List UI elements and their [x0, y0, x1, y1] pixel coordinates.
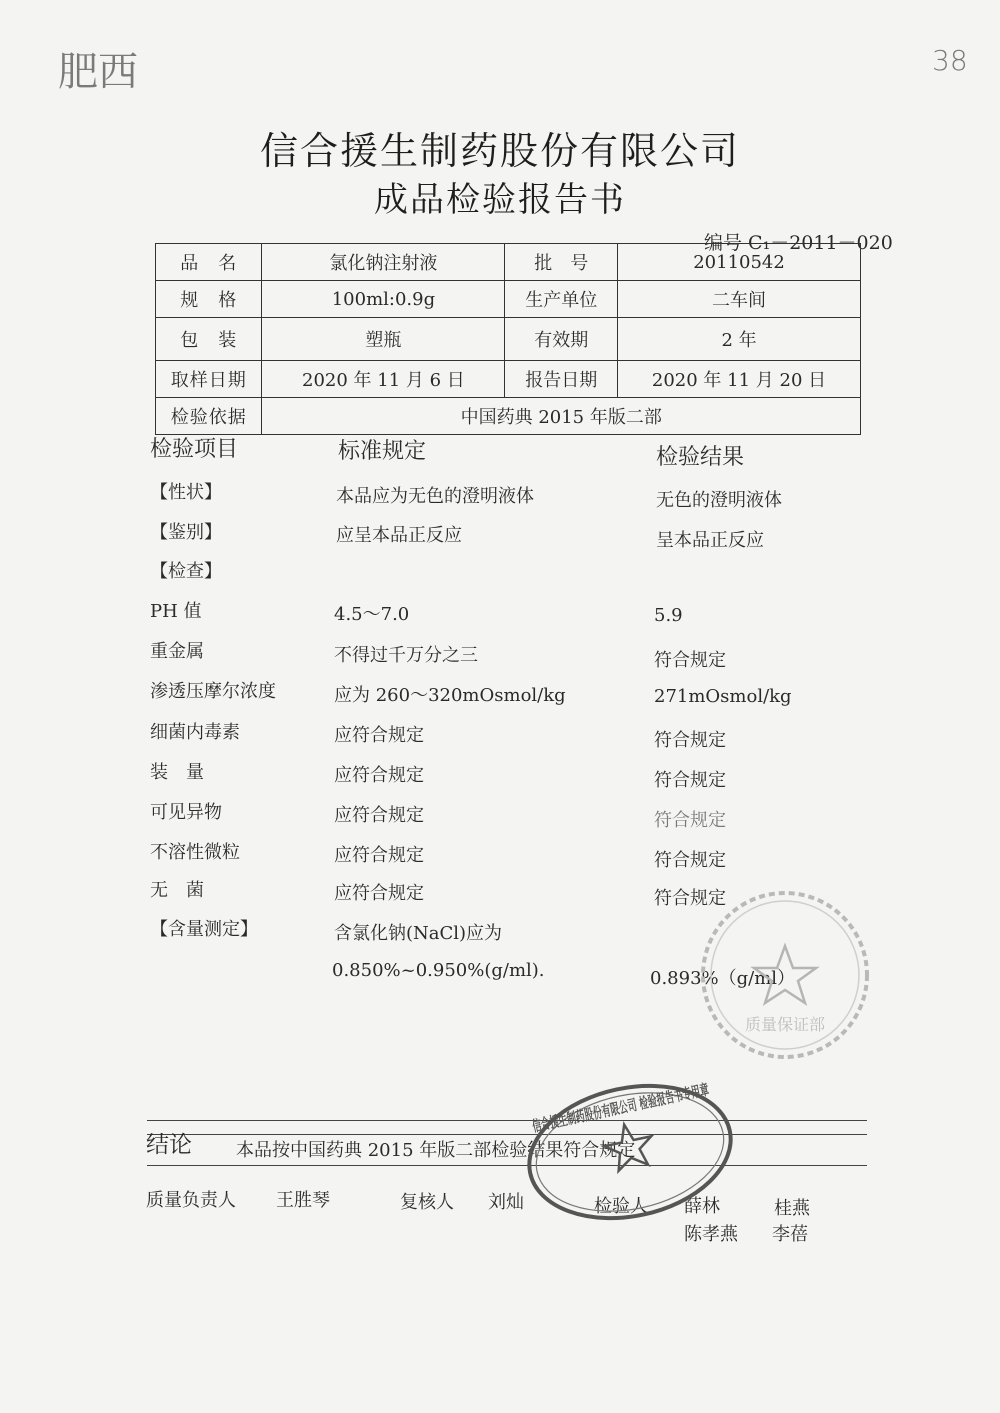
inspector-label: 检验人 [594, 1196, 648, 1217]
batch-value: 20110542 [618, 244, 861, 281]
inspector-name: 陈孝燕 [684, 1224, 738, 1245]
handwritten-note: 肥西 [58, 49, 138, 95]
sample-date-label: 取样日期 [156, 361, 262, 398]
inspector-name: 桂燕 [774, 1198, 810, 1219]
row-standard: 应为 260～320mOsmol/kg [334, 685, 566, 706]
inspector-name: 李蓓 [772, 1224, 808, 1245]
row-item: 【含量测定】 [150, 919, 258, 940]
row-result: 符合规定 [654, 770, 726, 791]
company-name: 信合援生制药股份有限公司 [259, 129, 740, 173]
row-item: PH 值 [150, 601, 202, 622]
inspector-name: 薛林 [684, 1196, 720, 1217]
conclusion-text: 本品按中国药典 2015 年版二部检验结果符合规定 [236, 1140, 636, 1161]
row-standard: 应呈本品正反应 [336, 525, 462, 546]
row-standard: 不得过千万分之三 [334, 645, 478, 666]
product-label: 品 名 [156, 244, 262, 281]
product-value: 氯化钠注射液 [262, 244, 505, 281]
package-label: 包 装 [156, 318, 262, 361]
row-standard: 4.5～7.0 [334, 604, 410, 625]
row-result: 符合规定 [654, 810, 726, 831]
package-value: 塑瓶 [262, 318, 505, 361]
row-item: 装 量 [150, 762, 204, 783]
unit-label: 生产单位 [505, 281, 618, 318]
qa-seal [690, 880, 880, 1070]
header-result: 检验结果 [656, 445, 745, 470]
divider-line [147, 1165, 867, 1166]
report-title: 成品检验报告书 [374, 180, 626, 220]
row-item: 细菌内毒素 [150, 722, 240, 743]
row-item: 可见异物 [150, 802, 222, 823]
row-item: 【检查】 [150, 561, 222, 582]
sample-date-value: 2020 年 11 月 6 日 [262, 361, 505, 398]
header-standard: 标准规定 [338, 439, 427, 464]
document-number: 编号 C₁－2011－020 [704, 232, 893, 254]
row-result: 呈本品正反应 [656, 530, 764, 551]
row-item: 【鉴别】 [150, 522, 222, 543]
unit-value: 二车间 [618, 281, 861, 318]
row-standard: 0.850%~0.950%(g/ml). [332, 960, 545, 981]
row-result: 符合规定 [654, 650, 726, 671]
basis-value: 中国药典 2015 年版二部 [262, 398, 861, 435]
row-result: 271mOsmol/kg [654, 686, 792, 707]
divider-line [147, 1134, 867, 1135]
reviewer-label: 复核人 [400, 1192, 454, 1213]
validity-value: 2 年 [618, 318, 861, 361]
validity-label: 有效期 [505, 318, 618, 361]
row-result: 符合规定 [654, 730, 726, 751]
row-item: 不溶性微粒 [150, 842, 240, 863]
company-seal-text: 信合援生制药股份有限公司 检验报告书专用章 [530, 1054, 834, 1136]
info-table [155, 243, 861, 435]
report-date-label: 报告日期 [505, 361, 618, 398]
row-result: 符合规定 [654, 850, 726, 871]
row-standard: 应符合规定 [334, 845, 424, 866]
handwritten-page-number: 38 [932, 44, 968, 77]
row-standard: 含氯化钠(NaCl)应为 [334, 923, 503, 944]
header-item: 检验项目 [150, 437, 239, 462]
quality-manager-name: 王胜琴 [276, 1190, 330, 1211]
row-standard: 应符合规定 [334, 883, 424, 904]
row-item: 【性状】 [150, 482, 222, 503]
row-item: 无 菌 [150, 880, 204, 901]
row-standard: 应符合规定 [334, 765, 424, 786]
row-result: 无色的澄明液体 [656, 490, 782, 511]
batch-label: 批 号 [505, 244, 618, 281]
conclusion-label: 结论 [146, 1132, 192, 1158]
row-result: 符合规定 [654, 888, 726, 909]
spec-value: 100ml:0.9g [262, 281, 505, 318]
row-result: 5.9 [654, 605, 683, 626]
qa-seal-text: 质量保证部 [744, 1015, 826, 1034]
row-standard: 应符合规定 [334, 725, 424, 746]
spec-label: 规 格 [156, 281, 262, 318]
quality-manager-label: 质量负责人 [146, 1190, 236, 1211]
row-result: 0.893%（g/ml） [650, 968, 796, 989]
reviewer-name: 刘灿 [488, 1192, 524, 1213]
row-standard: 应符合规定 [334, 805, 424, 826]
row-item: 重金属 [150, 641, 204, 662]
report-date-value: 2020 年 11 月 20 日 [618, 361, 861, 398]
row-item: 渗透压摩尔浓度 [150, 681, 276, 702]
divider-line [147, 1120, 867, 1121]
row-standard: 本品应为无色的澄明液体 [336, 486, 534, 507]
basis-label: 检验依据 [156, 398, 262, 435]
